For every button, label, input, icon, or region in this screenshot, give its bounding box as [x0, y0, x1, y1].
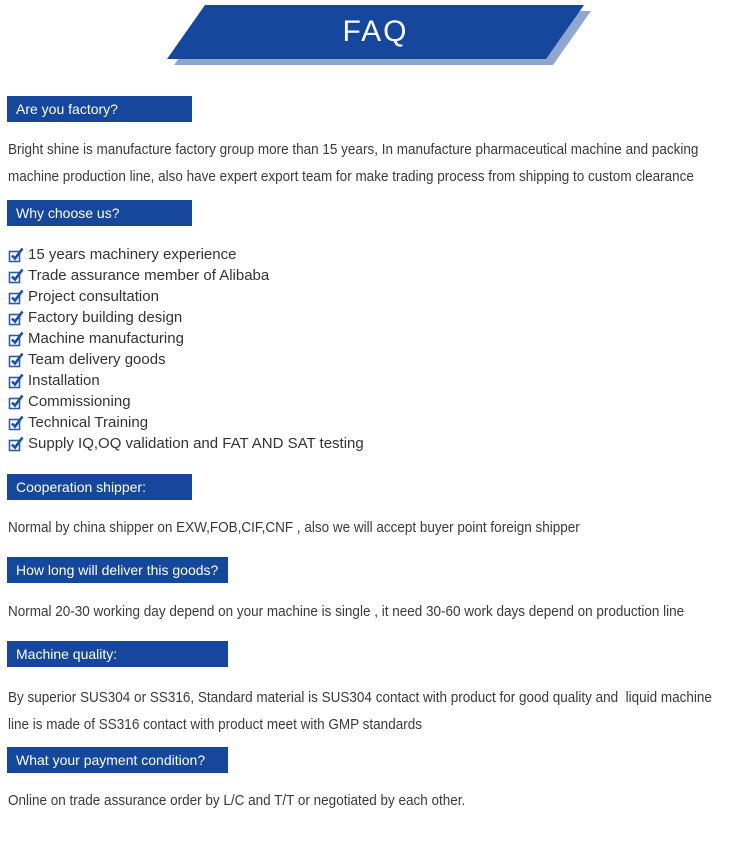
paragraph-line: Normal by china shipper on EXW,FOB,CIF,CNF , also we will accept buyer point foreign shipper [8, 519, 580, 536]
section-heading-label: Machine quality: [16, 646, 118, 662]
checklist-item [8, 328, 364, 349]
checklist-item [8, 244, 364, 265]
checklist-item-label: Machine manufacturing [28, 330, 184, 347]
checkbox-checked-icon [8, 415, 24, 431]
checkbox-checked-icon [8, 373, 24, 389]
checkbox-checked-icon [8, 352, 24, 368]
paragraph-quality-answer [8, 684, 750, 738]
paragraph-line: line is made of SS316 contact with product meet with GMP standards [8, 716, 422, 733]
paragraph-line: machine production line, also have expert export team for make trading process from shipping to custom clearance [8, 168, 694, 185]
checklist-item [8, 265, 364, 286]
checklist-item-label: Supply IQ,OQ validation and FAT AND SAT testing [28, 435, 364, 452]
checklist-item [8, 307, 364, 328]
why-choose-us-checklist [8, 244, 364, 454]
paragraph-shipper-answer [8, 514, 643, 541]
checklist-item-label: Project consultation [28, 288, 159, 305]
checklist-item-label: Trade assurance member of Alibaba [28, 267, 270, 284]
banner-title: FAQ [342, 15, 409, 48]
checklist-item-label: 15 years machinery experience [28, 246, 237, 263]
checklist-item [8, 286, 364, 307]
checklist-item [8, 412, 364, 433]
faq-banner [0, 0, 750, 72]
section-heading-label: Cooperation shipper: [16, 479, 146, 495]
checklist-item-label: Team delivery goods [28, 351, 166, 368]
checklist-item-label: Technical Training [28, 414, 149, 431]
section-heading-are-you-factory [7, 96, 192, 122]
checkbox-checked-icon [8, 436, 24, 452]
checklist-item [8, 349, 364, 370]
paragraph-line: Bright shine is manufacture factory group more than 15 years, In manufacture pharmaceutical machine and packing [8, 141, 699, 158]
section-heading-machine-quality [7, 641, 228, 667]
checklist-item [8, 370, 364, 391]
paragraph-payment-answer [8, 787, 516, 814]
section-heading-why-choose-us [7, 200, 192, 226]
section-heading-label: Why choose us? [16, 205, 120, 221]
paragraph-factory-answer [8, 136, 750, 190]
section-heading-cooperation-shipper [7, 474, 192, 500]
checkbox-checked-icon [8, 331, 24, 347]
checklist-item [8, 391, 364, 412]
section-heading-label: Are you factory? [16, 101, 118, 117]
checklist-item-label: Installation [28, 372, 100, 389]
checkbox-checked-icon [8, 289, 24, 305]
checkbox-checked-icon [8, 268, 24, 284]
checkbox-checked-icon [8, 310, 24, 326]
checkbox-checked-icon [8, 394, 24, 410]
section-heading-delivery-time [7, 557, 228, 583]
checkbox-checked-icon [8, 247, 24, 263]
paragraph-line: By superior SUS304 or SS316, Standard material is SUS304 contact with product for good quality and liquid machine [8, 689, 712, 706]
checklist-item [8, 433, 364, 454]
paragraph-delivery-answer [8, 598, 750, 625]
paragraph-line: Online on trade assurance order by L/C and T/T or negotiated by each other. [8, 792, 466, 809]
section-heading-payment-condition [7, 747, 228, 773]
paragraph-line: Normal 20-30 working day depend on your machine is single , it need 30-60 work days depend on production line [8, 603, 685, 620]
section-heading-label: What your payment condition? [16, 752, 206, 768]
checklist-item-label: Factory building design [28, 309, 183, 326]
checklist-item-label: Commissioning [28, 393, 131, 410]
section-heading-label: How long will deliver this goods? [16, 562, 219, 578]
